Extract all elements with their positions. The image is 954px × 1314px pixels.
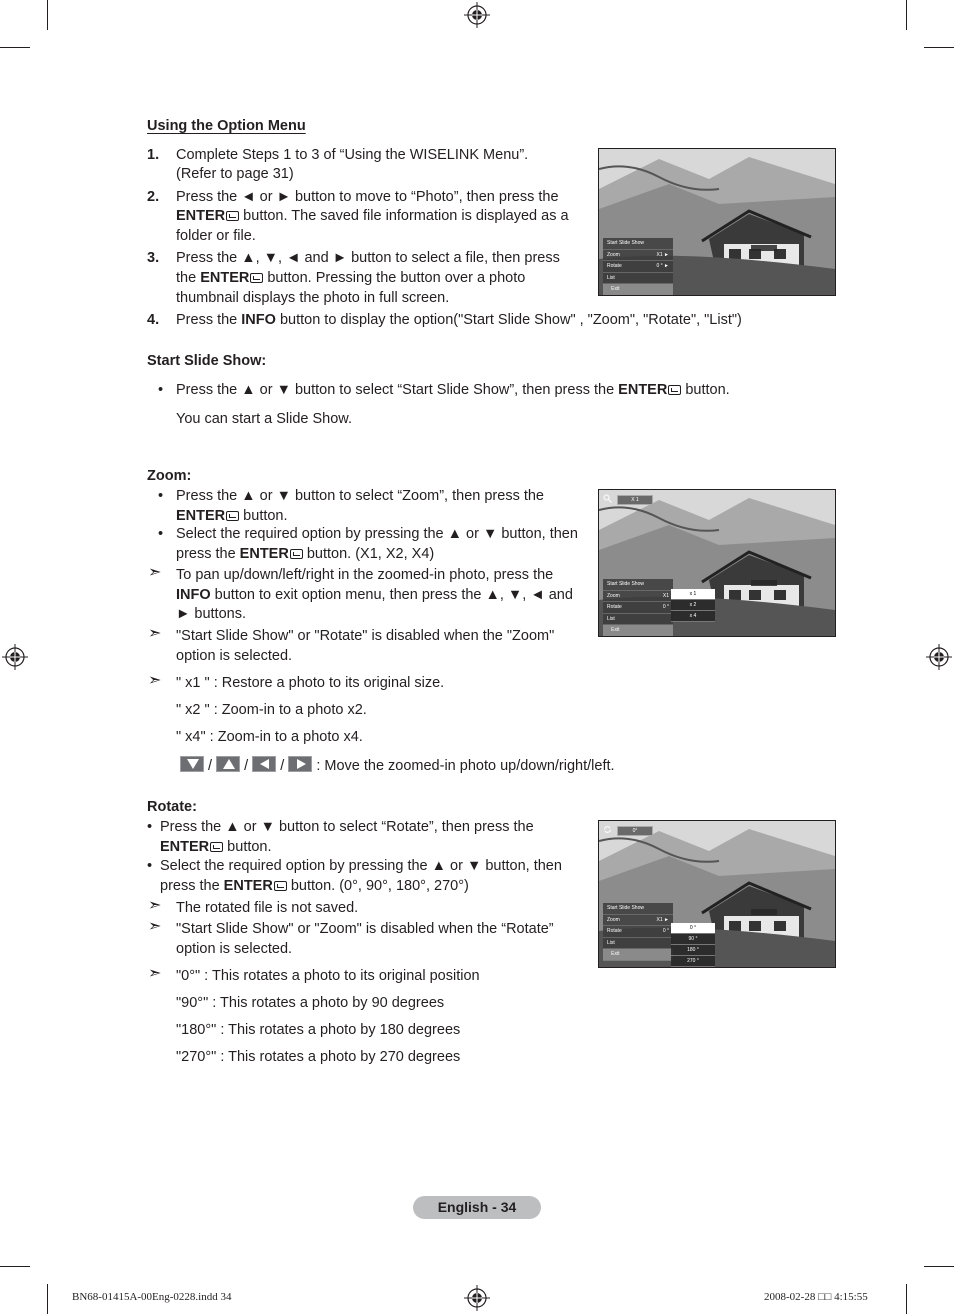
zoom-level: X 1 [617,495,653,505]
menu-item-start-slide-show[interactable]: Start Slide Show [603,238,673,250]
note-arrow-icon: ➣ [148,564,162,581]
note-text: ► buttons. [176,606,246,622]
enter-icon [668,385,681,395]
rotate-180-desc: "180°" : This rotates a photo by 180 degrees [176,1022,461,1038]
note-arrow-icon: ➣ [148,965,162,982]
enter-icon [250,273,263,283]
note-text: "Start Slide Show" or "Rotate" is disabled when the "Zoom" [176,628,555,644]
enter-icon [274,881,287,891]
rotate-option[interactable]: 180 ° [671,945,715,956]
bullet-text: press the ENTER button. (0°, 90°, 180°, 270°) [160,878,469,894]
magnifier-icon [603,494,612,503]
step-text: Complete Steps 1 to 3 of “Using the WISELINK Menu”. [176,147,529,163]
registration-mark-icon [464,2,490,28]
menu-item-rotate[interactable]: Rotate 0 ° [603,926,673,938]
up-button-icon [216,756,240,772]
zoom-option[interactable]: x 4 [671,611,715,622]
file-info-tag [751,580,777,586]
crop-mark [924,1266,954,1267]
crop-mark [906,1284,907,1314]
note-text: option is selected. [176,648,293,664]
page-number: English - 34 [413,1196,541,1219]
menu-item-zoom[interactable]: Zoom X1 ► [603,915,673,927]
bullet-text: Select the required option by pressing the ▲ or ▼ button, then [160,858,562,874]
zoom-x4-desc: " x4" : Zoom-in to a photo x4. [176,729,363,745]
rotate-0-desc: "0°" : This rotates a photo to its original position [176,968,480,984]
start-slide-show-heading: Start Slide Show: [147,353,267,369]
step-text: (Refer to page 31) [176,166,294,182]
zoom-option[interactable]: x 2 [671,600,715,611]
crop-mark [47,1284,48,1314]
menu-item-rotate[interactable]: Rotate 0 ° [603,602,673,614]
crop-mark [0,1266,30,1267]
crop-mark [0,47,30,48]
section-title: Using the Option Menu [147,118,306,134]
bullet-icon: • [158,488,164,504]
rotate-screenshot [598,820,836,968]
rotate-indicator [603,825,638,835]
enter-icon [290,549,303,559]
option-menu [603,579,673,637]
rotate-90-desc: "90°" : This rotates a photo by 90 degrees [176,995,445,1011]
enter-icon [226,511,239,521]
bullet-text: Press the ▲ or ▼ button to select “Start Slide Show”, then press the ENTER button. [176,382,730,398]
bullet-text: Press the ▲ or ▼ button to select “Rotate”, then press the [160,819,534,835]
file-info-tag [751,909,777,915]
zoom-screenshot [598,489,836,637]
crop-mark [906,0,907,30]
menu-item-list[interactable]: List [603,938,673,950]
file-info-tag [751,245,777,251]
rotate-icon [603,825,612,834]
step-text: folder or file. [176,228,256,244]
menu-item-exit[interactable]: Exit [603,625,673,637]
menu-item-exit[interactable]: Exit [603,284,673,296]
menu-item-list[interactable]: List [603,614,673,626]
left-button-icon [252,756,276,772]
registration-mark-icon [2,644,28,670]
bullet-text: ENTER button. [160,839,272,855]
option-menu-screenshot [598,148,836,296]
step-number: 4. [147,312,160,328]
rotate-option[interactable]: 270 ° [671,956,715,967]
step-text: Press the ◄ or ► button to move to “Photo”, then press the [176,189,559,205]
rotate-submenu [671,923,715,967]
note-text: option is selected. [176,941,293,957]
print-file-info: BN68-01415A-00Eng-0228.indd 34 [72,1291,232,1303]
rotate-angle: 0° [617,826,653,836]
rotate-option[interactable]: 90 ° [671,934,715,945]
bullet-text: Select the required option by pressing the ▲ or ▼ button, then [176,526,578,542]
step-text: ENTER button. The saved file information is displayed as a [176,208,569,224]
note-arrow-icon: ➣ [148,897,162,914]
enter-icon [210,842,223,852]
menu-item-exit[interactable]: Exit [603,949,673,961]
crop-mark [924,47,954,48]
crop-mark [47,0,48,30]
step-text: Press the ▲, ▼, ◄ and ► button to select a file, then press [176,250,560,266]
menu-item-list[interactable]: List [603,273,673,285]
note-arrow-icon: ➣ [148,672,162,689]
bullet-icon: • [158,382,164,398]
note-arrow-icon: ➣ [148,918,162,935]
step-text: the ENTER button. Pressing the button over a photo [176,270,526,286]
note-text: INFO button to exit option menu, then press the ▲, ▼, ◄ and [176,587,573,603]
rotate-option[interactable]: 0 ° [671,923,715,934]
right-button-icon [288,756,312,772]
option-menu [603,238,673,296]
zoom-indicator [603,494,639,504]
menu-item-zoom[interactable]: Zoom X1 ► [603,250,673,262]
zoom-x2-desc: " x2 " : Zoom-in to a photo x2. [176,702,367,718]
bullet-icon: • [147,819,153,835]
menu-item-zoom[interactable]: Zoom X1 [603,591,673,603]
registration-mark-icon [464,1285,490,1311]
rotate-heading: Rotate: [147,799,197,815]
note-text: You can start a Slide Show. [176,411,352,427]
bullet-text: ENTER button. [176,508,288,524]
rotate-270-desc: "270°" : This rotates a photo by 270 degrees [176,1049,461,1065]
note-text: "Start Slide Show" or "Zoom" is disabled when the “Rotate” [176,921,554,937]
down-button-icon [180,756,204,772]
note-text: The rotated file is not saved. [176,900,359,916]
option-menu [603,903,673,961]
print-date-info: 2008-02-28 □□ 4:15:55 [764,1291,868,1303]
zoom-option[interactable]: x 1 [671,589,715,600]
menu-item-start-slide-show[interactable]: Start Slide Show [603,579,673,591]
zoom-submenu [671,589,715,622]
bullet-icon: • [147,858,153,874]
step-number: 3. [147,250,160,266]
bullet-text: Press the ▲ or ▼ button to select “Zoom”, then press the [176,488,545,504]
step-text: Press the INFO button to display the option("Start Slide Show" , "Zoom", "Rotate", "List") [176,312,742,328]
bullet-icon: • [158,526,164,542]
menu-item-rotate[interactable]: Rotate 0 ° ► [603,261,673,273]
bullet-text: press the ENTER button. (X1, X2, X4) [176,546,435,562]
note-text: To pan up/down/left/right in the zoomed-in photo, press the [176,567,554,583]
enter-icon [226,211,239,221]
step-number: 2. [147,189,160,205]
step-text: thumbnail displays the photo in full screen. [176,290,450,306]
step-number: 1. [147,147,160,163]
zoom-x1-desc: " x1 " : Restore a photo to its original size. [176,675,445,691]
note-arrow-icon: ➣ [148,625,162,642]
registration-mark-icon [926,644,952,670]
zoom-heading: Zoom: [147,468,192,484]
menu-item-start-slide-show[interactable]: Start Slide Show [603,903,673,915]
direction-buttons-line: / / / : Move the zoomed-in photo up/down/right/left. [180,756,615,777]
